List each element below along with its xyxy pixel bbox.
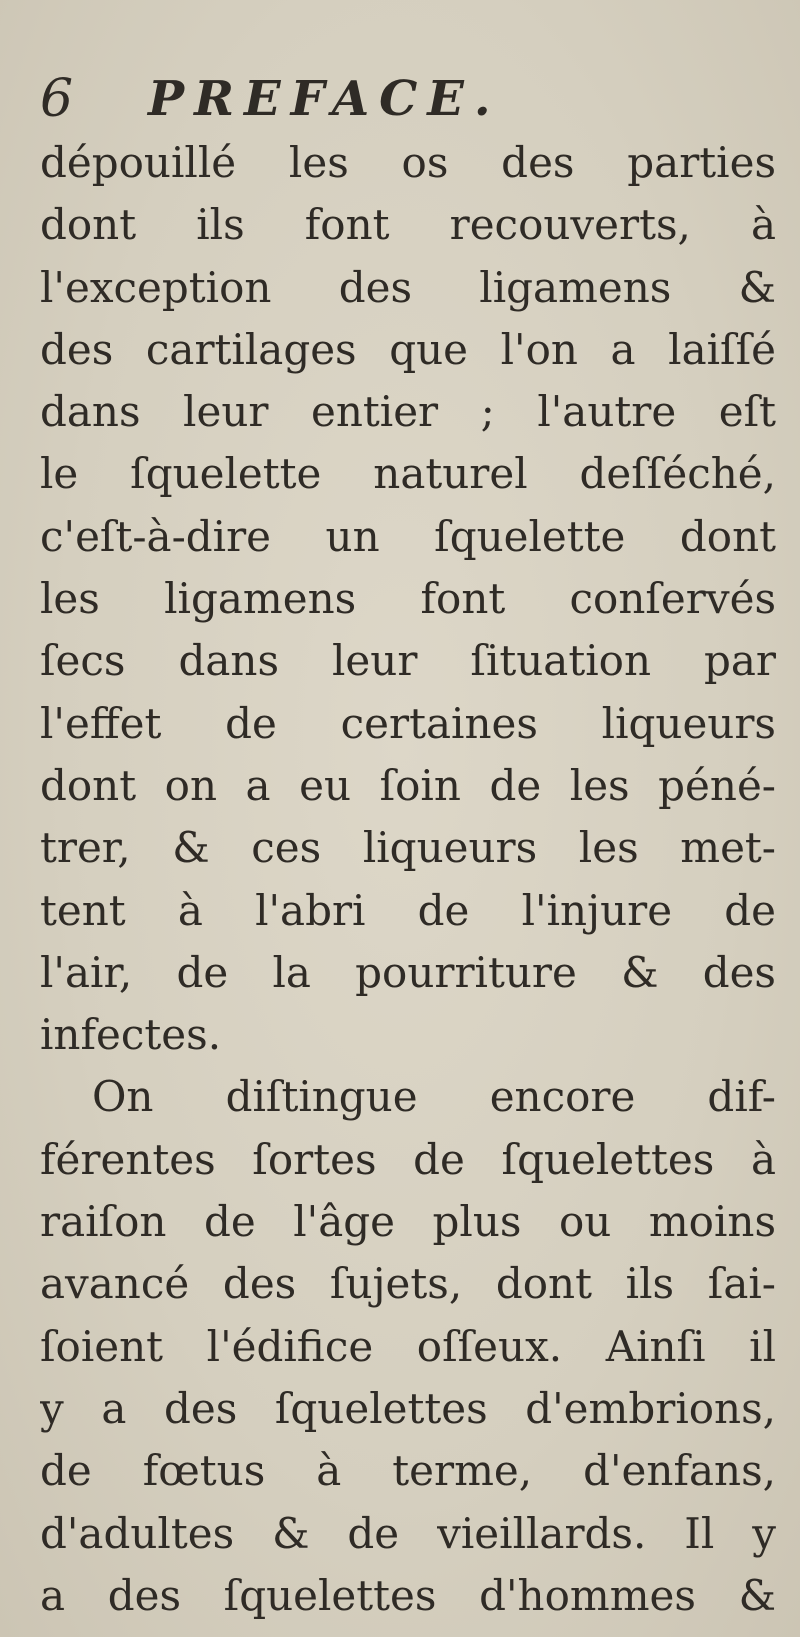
text-line: l'effet de certaines liqueurs — [40, 698, 776, 748]
page-number: 6 — [40, 69, 74, 129]
text-line: d'adultes & de vieillards. Il y — [40, 1508, 776, 1558]
text-line: des cartilages que l'on a laiſſé — [40, 324, 776, 374]
text-line: de fœtus à terme, d'enfans, — [40, 1446, 776, 1496]
text-line: dont ils font recouverts, à — [40, 200, 776, 250]
text-line: y a des ſquelettes d'embrions, — [40, 1383, 776, 1433]
text-line: l'air, de la pourriture & des — [40, 947, 776, 997]
text-line: le ſquelette naturel deſſéché, — [40, 449, 776, 499]
text-line: a des ſquelettes d'hommes & — [40, 1570, 776, 1620]
text-line: les ligamens font conſervés — [40, 574, 776, 624]
text-line: avancé des ſujets, dont ils ſai- — [40, 1259, 776, 1309]
text-line: ſecs dans leur ſituation par — [40, 636, 776, 686]
text-line: c'eſt-à-dire un ſquelette dont — [40, 511, 776, 561]
text-line: raiſon de l'âge plus ou moins — [40, 1197, 776, 1247]
text-line: trer, & ces liqueurs les met- — [40, 823, 776, 873]
text-line: dont on a eu ſoin de les péné- — [40, 760, 776, 810]
text-line: l'exception des ligamens & — [40, 262, 776, 312]
body-text — [40, 132, 776, 1627]
text-line: dépouillé les os des parties — [40, 138, 776, 187]
paragraph-start-line: On diſtingue encore dif- — [92, 1072, 776, 1122]
text-line: tent à l'abri de l'injure de — [40, 885, 776, 935]
text-line: ſoient l'édifice oſſeux. Ainſi il — [40, 1321, 776, 1371]
running-head: PREFACE. — [148, 71, 501, 127]
text-line: dans leur entier ; l'autre eſt — [40, 387, 776, 437]
page-header — [40, 64, 760, 134]
text-line: férentes ſortes de ſquelettes à — [40, 1134, 776, 1184]
paragraph-end-line: infectes. — [40, 1010, 222, 1060]
